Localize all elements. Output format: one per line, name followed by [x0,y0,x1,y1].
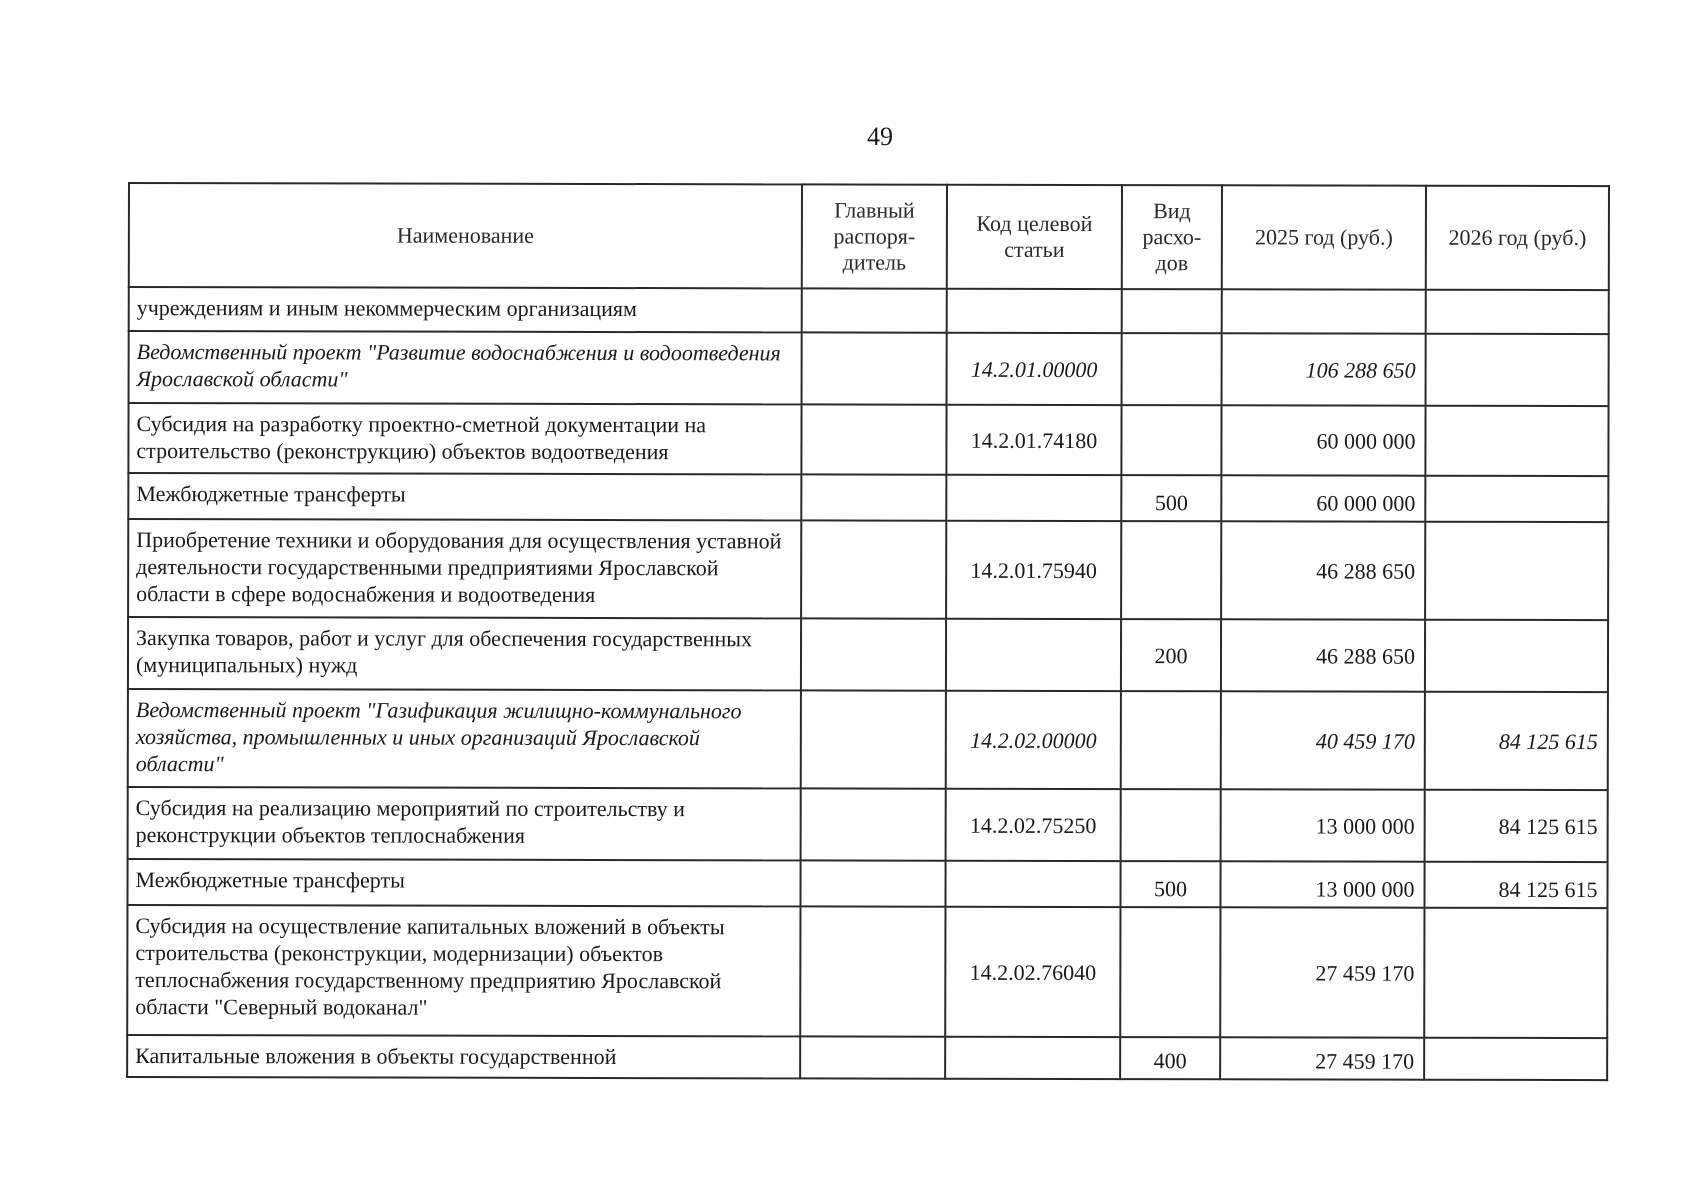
cell-2025: 46 288 650 [1221,619,1425,691]
cell-2026 [1426,290,1609,334]
cell-code: 14.2.02.76040 [945,907,1120,1037]
table-row [127,1035,1607,1080]
cell-name: Субсидия на осуществление капитальных вложений в объекты строительства (реконструкции, модернизации) объектов теплоснабжения государственному предприятию Ярославской области "Северный водоканал" [127,905,800,1036]
cell-2026 [1425,406,1608,476]
cell-admin [801,618,946,690]
table-row [128,787,1608,862]
table-row [127,905,1607,1038]
cell-kind [1121,405,1221,475]
cell-2026 [1424,908,1607,1038]
table-row [128,617,1608,692]
cell-kind: 200 [1121,619,1221,691]
cell-code: 14.2.01.74180 [946,405,1121,475]
cell-name: Ведомственный проект "Развитие водоснабжения и водоотведения Ярославской области" [129,331,802,404]
cell-name: Закупка товаров, работ и услуг для обеспечения государственных (муниципальных) нужд [128,617,801,690]
cell-2025: 40 459 170 [1221,691,1425,789]
header-code: Код целевой статьи [947,185,1122,289]
cell-admin [802,332,947,404]
cell-admin [802,288,947,332]
cell-kind [1120,907,1220,1037]
cell-2025: 106 288 650 [1222,333,1426,405]
table-row [128,519,1608,620]
cell-admin [800,1036,945,1078]
cell-admin [801,788,946,860]
cell-2026: 84 125 615 [1425,790,1608,862]
cell-2026: 84 125 615 [1425,692,1608,790]
cell-name: учреждениям и иным некоммерческим организациям [129,287,802,332]
cell-2025: 27 459 170 [1220,907,1424,1037]
cell-kind: 400 [1120,1037,1220,1079]
cell-admin [801,690,946,788]
cell-name: Межбюджетные трансферты [128,473,801,520]
cell-2025: 13 000 000 [1220,861,1424,907]
table-header-row [129,183,1609,290]
table-row [128,473,1608,522]
cell-name: Межбюджетные трансферты [127,859,800,906]
cell-kind [1121,789,1221,861]
header-name: Наименование [129,183,802,288]
cell-code [945,1037,1120,1079]
cell-name: Приобретение техники и оборудования для осуществления уставной деятельности государственными предприятиями Ярославской области в сфере водоснабжения и водоотведения [128,519,801,618]
cell-admin [801,474,946,520]
cell-kind: 500 [1120,861,1220,907]
header-admin: Главный распоря-дитель [802,184,947,288]
cell-kind [1122,333,1222,405]
cell-kind: 500 [1121,475,1221,521]
cell-kind [1122,289,1222,333]
table-row [127,859,1607,908]
header-2025: 2025 год (руб.) [1222,185,1426,289]
cell-code: 14.2.01.00000 [947,333,1122,405]
cell-kind [1121,521,1221,619]
cell-admin [800,860,945,906]
cell-admin [801,404,946,474]
cell-2025: 60 000 000 [1221,475,1425,521]
cell-code [947,289,1122,333]
cell-2025: 60 000 000 [1221,405,1425,475]
cell-2025: 46 288 650 [1221,521,1425,619]
cell-admin [800,906,945,1036]
cell-2026 [1425,476,1608,522]
cell-2026 [1426,334,1609,406]
cell-code [946,475,1121,521]
cell-name: Субсидия на реализацию мероприятий по строительству и реконструкции объектов теплоснабжения [128,787,801,860]
cell-code: 14.2.02.75250 [946,789,1121,861]
budget-table [126,182,1610,1081]
cell-admin [801,520,946,618]
cell-2026 [1425,620,1608,692]
header-2026: 2026 год (руб.) [1426,186,1609,290]
table-row [129,287,1609,334]
cell-kind [1121,691,1221,789]
cell-2025 [1222,289,1426,333]
cell-code [945,861,1120,907]
cell-code: 14.2.01.75940 [946,521,1121,619]
page-number: 49 [867,122,893,151]
cell-code: 14.2.02.00000 [946,691,1121,789]
header-kind: Вид расхо-дов [1122,185,1222,289]
cell-name: Капитальные вложения в объекты государственной [127,1035,800,1078]
cell-2026 [1425,522,1608,620]
table-row [128,689,1608,790]
cell-2025: 27 459 170 [1220,1037,1424,1079]
cell-2026: 84 125 615 [1424,862,1607,908]
table-row [128,403,1608,476]
cell-name: Ведомственный проект "Газификация жилищно-коммунального хозяйства, промышленных и иных организаций Ярославской области" [128,689,801,788]
cell-name: Субсидия на разработку проектно-сметной документации на строительство (реконструкцию) объектов водоотведения [128,403,801,474]
cell-2025: 13 000 000 [1221,789,1425,861]
cell-code [946,619,1121,691]
cell-2026 [1424,1038,1607,1080]
table-row [129,331,1609,406]
